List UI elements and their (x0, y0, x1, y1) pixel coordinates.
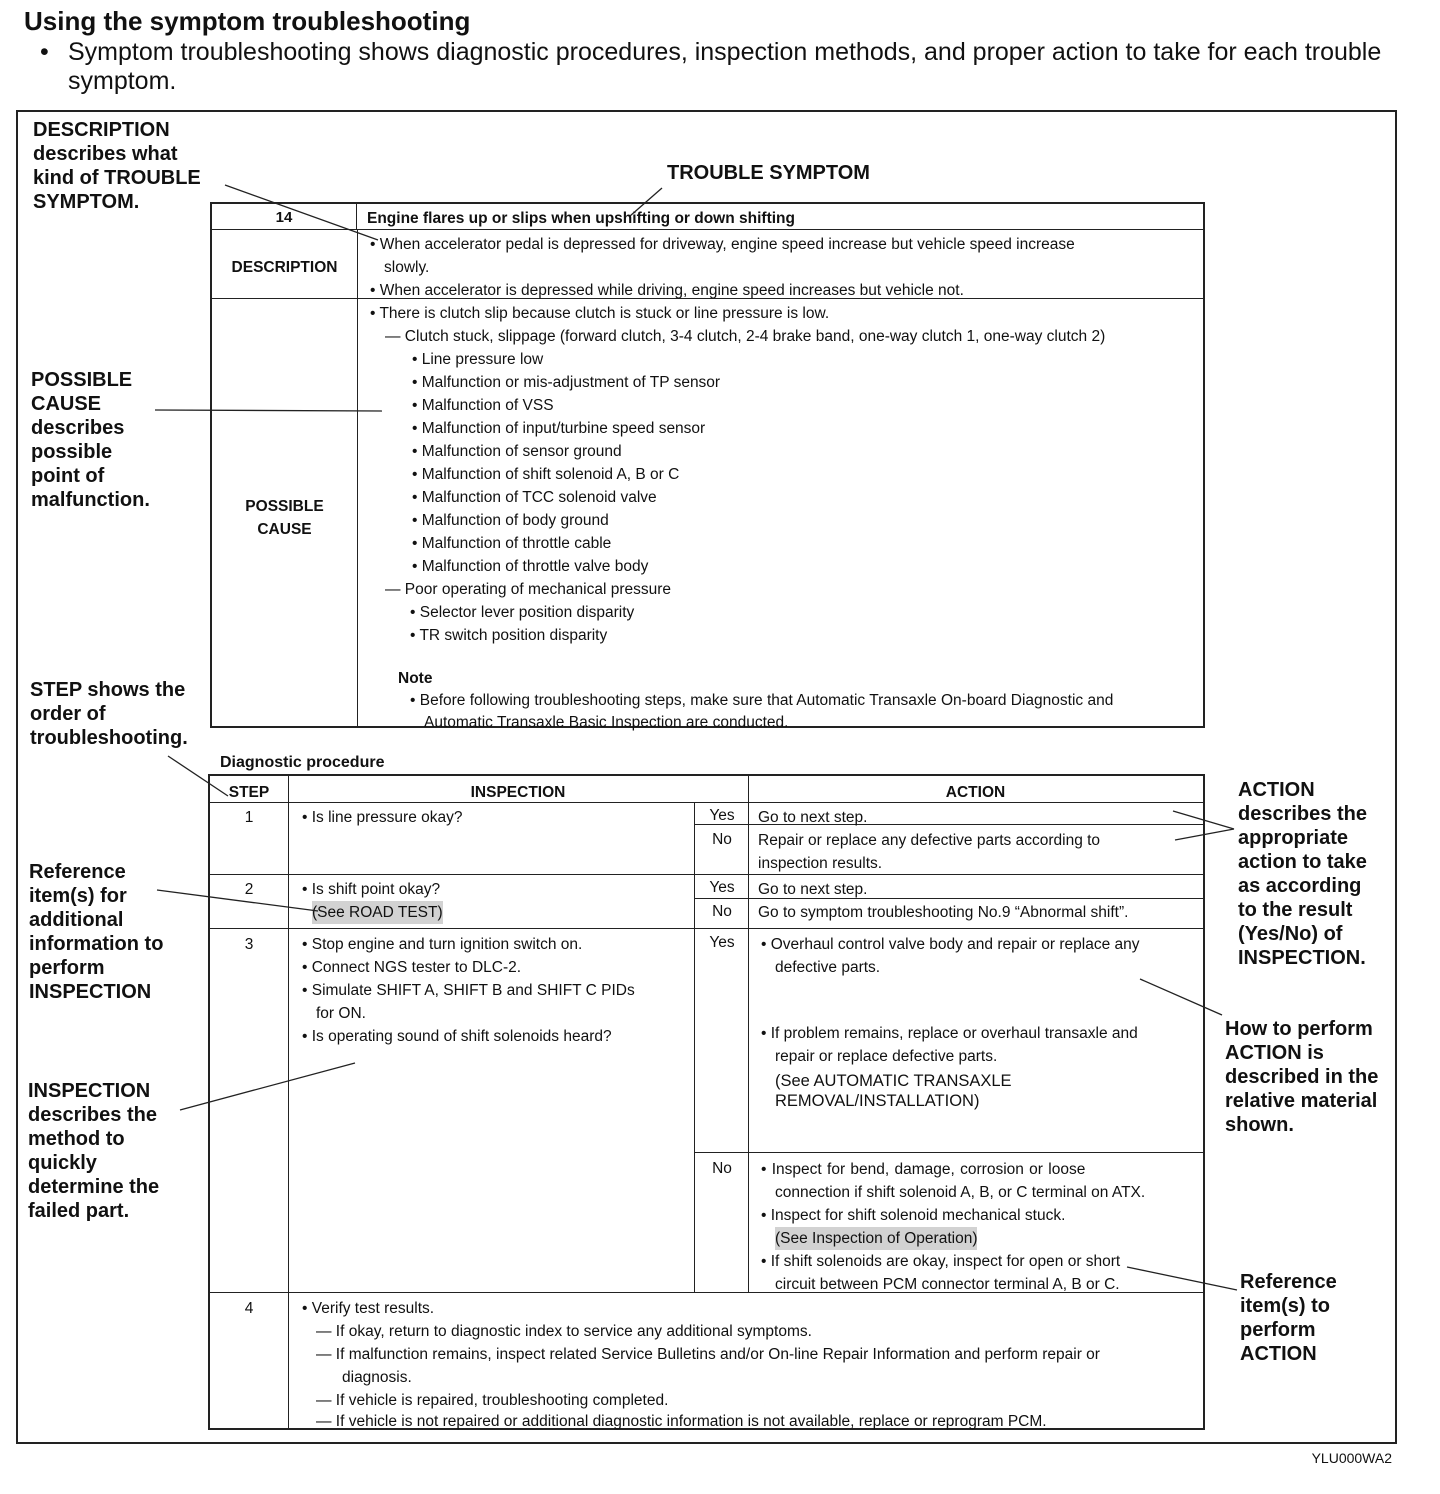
inspection-text: • Connect NGS tester to DLC-2. (302, 959, 522, 976)
intro-text: Symptom troubleshooting shows diagnostic procedures, inspection methods, and proper action to take for each trouble symptom. (68, 38, 1382, 95)
col-rule (748, 802, 749, 1292)
action-text: • If shift solenoids are okay, inspect for open or short (761, 1253, 1121, 1270)
row-rule (210, 928, 1203, 929)
action-text: inspection results. (758, 855, 883, 872)
annotation-reference-action: Reference item(s) to perform ACTION (1240, 1271, 1337, 1365)
header-step: STEP (228, 784, 270, 801)
cause-line: — Poor operating of mechanical pressure (385, 581, 672, 598)
action-text: Go to next step. (758, 881, 868, 898)
annotation-description: DESCRIPTION describes what kind of TROUBLE SYMPTOM. (33, 119, 201, 213)
cause-line: • Malfunction of sensor ground (412, 443, 622, 460)
cause-line: — Clutch stuck, slippage (forward clutch, 3-4 clutch, 2-4 brake band, one-way clutch 1, one-way clutch 2) (385, 328, 1106, 345)
diagnostic-table (208, 774, 1205, 1430)
annotation-action: ACTION describes the appropriate action to take as according to the result (Yes/No) of INSPECTION. (1238, 779, 1367, 969)
description-line: slowly. (384, 259, 430, 276)
action-text: • Overhaul control valve body and repair or replace any (761, 936, 1140, 953)
inspection-text: • Simulate SHIFT A, SHIFT B and SHIFT C PIDs (302, 982, 635, 999)
no-label: No (712, 1160, 732, 1177)
step4-line: — If vehicle is not repaired or additional diagnostic information is not available, replace or reprogram PCM. (316, 1413, 1047, 1430)
action-reference: (See AUTOMATIC TRANSAXLE (775, 1072, 1012, 1090)
cause-line: • TR switch position disparity (410, 627, 608, 644)
action-text: • If problem remains, replace or overhaul transaxle and (761, 1025, 1138, 1042)
cause-line: • Line pressure low (412, 351, 544, 368)
note-line: • Before following troubleshooting steps, make sure that Automatic Transaxle On-board Diagnostic and (410, 692, 1114, 709)
action-text: circuit between PCM connector terminal A, B or C. (775, 1276, 1120, 1293)
cause-line: • There is clutch slip because clutch is stuck or line pressure is low. (370, 305, 830, 322)
diagnostic-title: Diagnostic procedure (220, 754, 385, 771)
header-action: ACTION (945, 784, 1006, 801)
possible-cause-label-2: CAUSE (257, 521, 312, 538)
symptom-number: 14 (212, 204, 357, 230)
inspection-text: • Is shift point okay? (302, 881, 441, 898)
action-text: • Inspect for bend, damage, corrosion or loose (761, 1161, 1086, 1178)
step-number: 4 (244, 1300, 254, 1317)
yes-label: Yes (709, 807, 735, 824)
cause-line: • Malfunction of throttle cable (412, 535, 612, 552)
annotation-how-to: How to perform ACTION is described in the relative material shown. (1225, 1018, 1379, 1136)
annotation-trouble-symptom: TROUBLE SYMPTOM (667, 162, 870, 184)
inspection-text: • Is line pressure okay? (302, 809, 463, 826)
annotation-step: STEP shows the order of troubleshooting. (30, 679, 188, 749)
step4-line: • Verify test results. (302, 1300, 435, 1317)
col-rule (748, 776, 749, 802)
yes-label: Yes (709, 879, 735, 896)
header-inspection: INSPECTION (470, 784, 566, 801)
annotation-possible-cause: POSSIBLE CAUSE describes possible point of malfunction. (31, 369, 150, 511)
symptom-title: Engine flares up or slips when upshifting or down shifting (367, 210, 795, 227)
action-reference: REMOVAL/INSTALLATION) (775, 1092, 980, 1110)
action-text: repair or replace defective parts. (775, 1048, 998, 1065)
annotation-inspection: INSPECTION describes the method to quickly determine the failed part. (28, 1080, 160, 1222)
action-text: Go to next step. (758, 809, 868, 826)
action-text: Go to symptom troubleshooting No.9 “Abnormal shift”. (758, 904, 1129, 921)
cause-line: • Malfunction of throttle valve body (412, 558, 649, 575)
action-text: connection if shift solenoid A, B, or C terminal on ATX. (775, 1184, 1146, 1201)
description-label: DESCRIPTION (231, 259, 338, 276)
inspection-reference: (See ROAD TEST) (312, 901, 443, 924)
step4-line: — If malfunction remains, inspect related Service Bulletins and/or On-line Repair Information and perform repair or (316, 1346, 1100, 1363)
inspection-text: for ON. (316, 1005, 366, 1022)
cause-line: • Malfunction of input/turbine speed sensor (412, 420, 706, 437)
col-rule (694, 802, 695, 1292)
no-label: No (712, 903, 732, 920)
yes-label: Yes (709, 934, 735, 951)
step4-line: diagnosis. (342, 1369, 412, 1386)
cause-line: • Malfunction of body ground (412, 512, 609, 529)
intro-bullet (40, 38, 1400, 96)
symptom-table (210, 202, 1205, 731)
action-text: • Inspect for shift solenoid mechanical stuck. (761, 1207, 1066, 1224)
cause-line: • Malfunction of VSS (412, 397, 554, 414)
inspection-text: • Stop engine and turn ignition switch on. (302, 936, 583, 953)
figure-code: YLU000WA2 (1311, 1450, 1392, 1466)
description-line: • When accelerator pedal is depressed for driveway, engine speed increase but vehicle speed increase (370, 236, 1075, 253)
possible-cause-label-1: POSSIBLE (245, 498, 324, 515)
action-reference: (See Inspection of Operation) (775, 1227, 977, 1250)
step-number: 1 (244, 809, 254, 826)
cause-line: • Selector lever position disparity (410, 604, 635, 621)
cause-line: • Malfunction of shift solenoid A, B or C (412, 466, 680, 483)
action-text: Repair or replace any defective parts according to (758, 832, 1101, 849)
note-label: Note (398, 670, 433, 687)
cause-line: • Malfunction of TCC solenoid valve (412, 489, 657, 506)
inspection-text: • Is operating sound of shift solenoids heard? (302, 1028, 612, 1045)
annotation-reference-inspection: Reference item(s) for additional information to perform INSPECTION (29, 861, 164, 1003)
cause-line: • Malfunction or mis-adjustment of TP sensor (412, 374, 721, 391)
column-divider (357, 230, 358, 726)
header-rule (210, 802, 1203, 803)
action-text: defective parts. (775, 959, 881, 976)
step4-line: — If okay, return to diagnostic index to service any additional symptoms. (316, 1323, 812, 1340)
symptom-header-row (212, 204, 1203, 230)
row-rule (694, 1152, 1203, 1153)
step-number: 3 (244, 936, 254, 953)
bullet-dot: • (40, 38, 49, 66)
no-label: No (712, 831, 732, 848)
step4-line: — If vehicle is repaired, troubleshooting completed. (316, 1392, 669, 1409)
page-title: Using the symptom troubleshooting (24, 6, 471, 36)
description-line: • When accelerator is depressed while driving, engine speed increases but vehicle not. (370, 282, 964, 299)
note-line: Automatic Transaxle Basic Inspection are conducted. (424, 714, 789, 731)
row-rule (210, 874, 1203, 875)
step-number: 2 (244, 881, 254, 898)
